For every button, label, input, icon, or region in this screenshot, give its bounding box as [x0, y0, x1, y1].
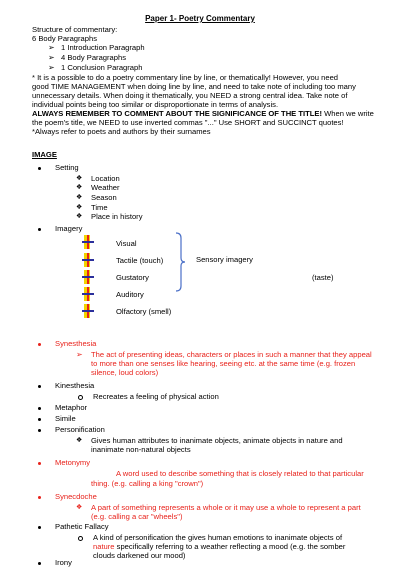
- synecdoche-label: Synecdoche: [55, 492, 97, 501]
- metonymy-definition: A word used to describe something that is closely related to that particular: [116, 469, 364, 478]
- setting-item: Time: [91, 203, 108, 212]
- circle-bullet-icon: [78, 536, 83, 541]
- arrow-bullet-icon: ➢: [76, 350, 83, 359]
- bullet-icon: [38, 429, 41, 432]
- arrow-bullet-icon: ➢: [48, 43, 55, 52]
- sense-arrow-icon: [82, 304, 94, 318]
- simile-label: Simile: [55, 414, 76, 423]
- personification-definition: inanimate non-natural objects: [91, 445, 191, 454]
- structure-count: 6 Body Paragraphs: [32, 34, 98, 43]
- bullet-icon: [38, 228, 41, 231]
- imagery-label: Imagery: [55, 224, 83, 233]
- structure-item: 1 Conclusion Paragraph: [61, 63, 143, 72]
- arrow-bullet-icon: ➢: [48, 53, 55, 62]
- sense-label: Gustatory: [116, 273, 149, 282]
- synesthesia-definition: to more than one senses like hearing, seeing etc. at the same time (e.g. frozen: [91, 359, 356, 368]
- pathetic-fallacy-label: Pathetic Fallacy: [55, 522, 109, 531]
- note-line: unnecessary details. When doing it thematically, you NEED a strong central idea. Take note of: [32, 91, 348, 100]
- personification-label: Personification: [55, 425, 105, 434]
- nature-word: nature: [93, 542, 115, 551]
- note-line: * It is a possible to do a poetry commentary line by line, or thematically! However, you need: [32, 73, 339, 82]
- structure-item: 1 Introduction Paragraph: [61, 43, 145, 52]
- metaphor-label: Metaphor: [55, 403, 88, 412]
- note-line: individual points being too similar or disproportionate in terms of analysis.: [32, 100, 279, 109]
- diamond-bullet-icon: ❖: [76, 184, 83, 191]
- pathetic-fallacy-definition-line2: [93, 542, 345, 551]
- sense-label: Tactile (touch): [116, 256, 164, 265]
- sense-label: Auditory: [116, 290, 144, 299]
- setting-item: Season: [91, 193, 117, 202]
- bullet-icon: [38, 462, 41, 465]
- setting-item: Weather: [91, 183, 120, 192]
- pathetic-fallacy-rest: specifically referring to a weather reflecting a mood (e.g. the somber: [114, 542, 346, 551]
- arrow-bullet-icon: ➢: [48, 63, 55, 72]
- synesthesia-definition: silence, loud colors): [91, 368, 159, 377]
- page-title: Paper 1- Poetry Commentary: [145, 14, 255, 23]
- note-line-title-reminder: [32, 109, 374, 118]
- personification-definition: Gives human attributes to inanimate objects, animate objects in nature and: [91, 436, 343, 445]
- bullet-icon: [38, 385, 41, 388]
- note-line: good TIME MANAGEMENT when doing line by line, and need to take note of including too many: [32, 82, 356, 91]
- irony-label: Irony: [55, 558, 72, 567]
- sense-arrow-icon: [82, 287, 94, 301]
- setting-item: Location: [91, 174, 120, 183]
- taste-label: (taste): [312, 273, 334, 282]
- sense-label: Visual: [116, 239, 137, 248]
- circle-bullet-icon: [78, 395, 83, 400]
- diamond-bullet-icon: ❖: [76, 213, 83, 220]
- note-line: *Always refer to poets and authors by their surnames: [32, 127, 211, 136]
- title-reminder-rest: When we write: [321, 109, 374, 118]
- pathetic-fallacy-definition: A kind of personification the gives human emotions to inanimate objects of: [93, 533, 343, 542]
- bullet-icon: [38, 496, 41, 499]
- synesthesia-definition: The act of presenting ideas, characters or places in such a manner that they appeal: [91, 350, 372, 359]
- metonymy-label: Metonymy: [55, 458, 91, 467]
- curly-brace-icon: [174, 232, 186, 292]
- metonymy-definition: thing. (e.g. calling a king "crown"): [91, 479, 204, 488]
- sense-arrow-icon: [82, 270, 94, 284]
- synesthesia-label: Synesthesia: [55, 339, 97, 348]
- sense-arrow-icon: [82, 253, 94, 267]
- kinesthesia-definition: Recreates a feeling of physical action: [93, 392, 219, 401]
- bullet-icon: [38, 562, 41, 565]
- diamond-bullet-icon: ❖: [76, 504, 83, 511]
- bullet-icon: [38, 418, 41, 421]
- setting-item: Place in history: [91, 212, 143, 221]
- bullet-icon: [38, 407, 41, 410]
- bullet-icon: [38, 167, 41, 170]
- image-heading: IMAGE: [32, 150, 57, 159]
- synecdoche-definition: (e.g. calling a car "wheels"): [91, 512, 183, 521]
- sensory-imagery-label: Sensory imagery: [196, 255, 253, 264]
- sense-label: Olfactory (smell): [116, 307, 172, 316]
- bullet-icon: [38, 526, 41, 529]
- diamond-bullet-icon: ❖: [76, 437, 83, 444]
- structure-item: 4 Body Paragraphs: [61, 53, 127, 62]
- synecdoche-definition: A part of something represents a whole or it may use a whole to represent a part: [91, 503, 361, 512]
- diamond-bullet-icon: ❖: [76, 204, 83, 211]
- diamond-bullet-icon: ❖: [76, 194, 83, 201]
- pathetic-fallacy-definition: clouds darkened our mood): [93, 551, 186, 560]
- bullet-icon: [38, 343, 41, 346]
- title-reminder-bold: ALWAYS REMEMBER TO COMMENT ABOUT THE SIGNIFICANCE OF THE TITLE!: [32, 109, 322, 118]
- note-line: the poem's title, we NEED to use inverted commas "..." Use SHORT and SUCCINCT quotes!: [32, 118, 344, 127]
- sense-arrow-icon: [82, 235, 94, 249]
- diamond-bullet-icon: ❖: [76, 175, 83, 182]
- structure-heading: Structure of commentary:: [32, 25, 118, 34]
- setting-label: Setting: [55, 163, 79, 172]
- kinesthesia-label: Kinesthesia: [55, 381, 95, 390]
